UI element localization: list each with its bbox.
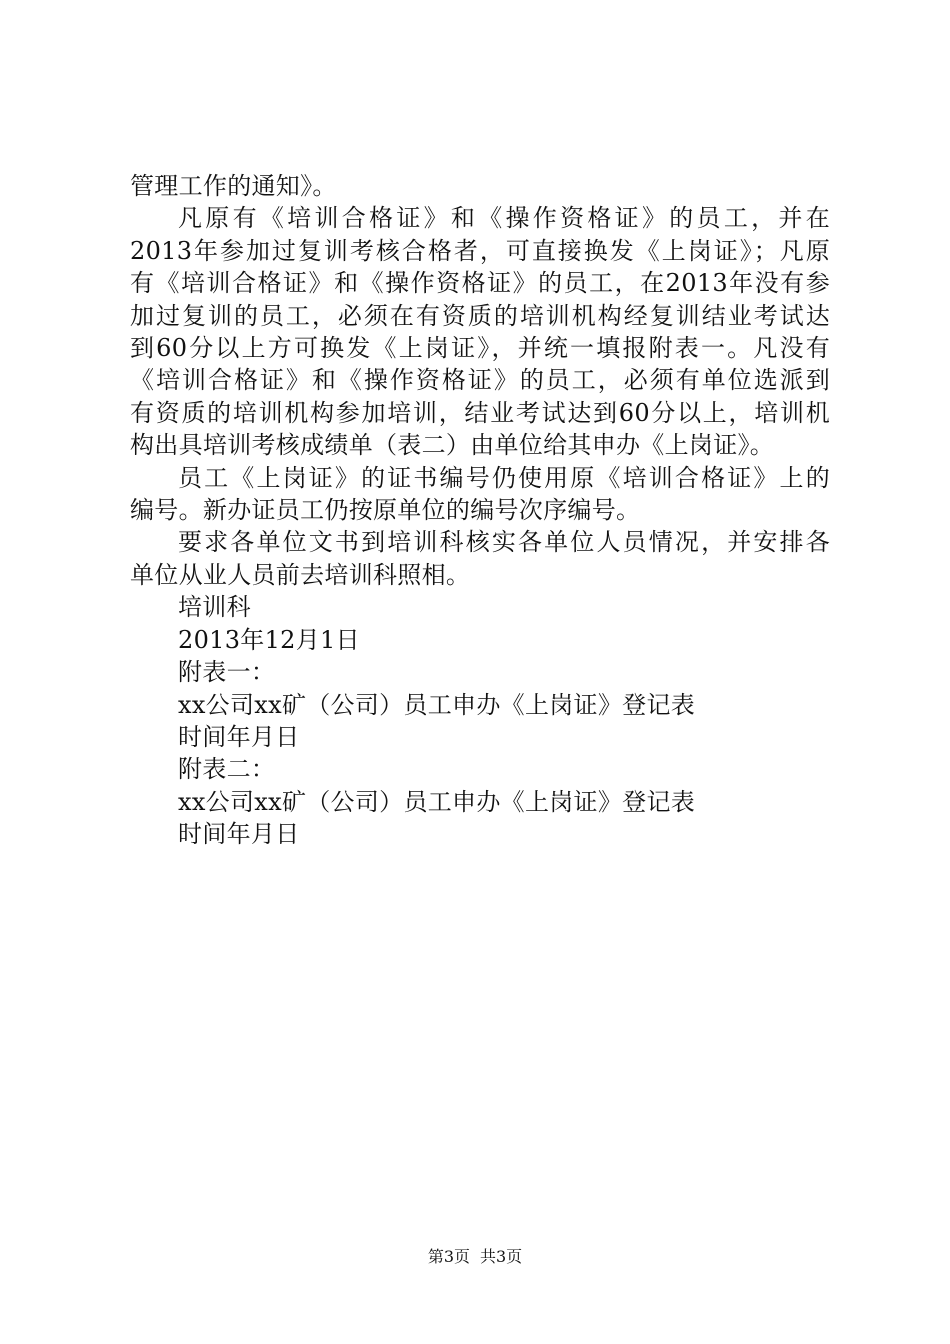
text-line: 《培训合格证》和《操作资格证》的员工，必须有单位选派到 [130, 366, 830, 395]
document-date: 2013年12月1日 [178, 625, 360, 654]
text-line: 要求各单位文书到培训科核实各单位人员情况，并安排各 [178, 528, 830, 557]
page-total: 共3页 [480, 1247, 523, 1266]
document-body [130, 170, 830, 851]
text-line: 管理工作的通知》。 [130, 172, 337, 200]
text-line: 有资质的培训机构参加培训，结业考试达到60分以上，培训机 [130, 398, 830, 427]
appendix-two-label: 附表二： [178, 755, 276, 784]
department-signature: 培训科 [178, 593, 251, 622]
text-line: 员工《上岗证》的证书编号仍使用原《培训合格证》上的 [178, 463, 830, 492]
text-line: 到60分以上方可换发《上岗证》，并统一填报附表一。凡没有 [130, 334, 830, 363]
text-line: 加过复训的员工，必须在有资质的培训机构经复训结业考试达 [130, 301, 830, 330]
page-footer [0, 1244, 950, 1267]
text-line: 2013年参加过复训考核合格者，可直接换发《上岗证》；凡原 [130, 236, 830, 265]
text-line: 凡原有《培训合格证》和《操作资格证》的员工，并在 [178, 204, 830, 233]
text-line: 编号。新办证员工仍按原单位的编号次序编号。 [130, 496, 641, 525]
appendix-two-date: 时间年月日 [178, 820, 300, 849]
text-line: 单位从业人员前去培训科照相。 [130, 560, 471, 589]
page-number: 第3页 [427, 1247, 470, 1266]
appendix-one-label: 附表一： [178, 658, 276, 687]
text-line: 构出具培训考核成绩单（表二）由单位给其申办《上岗证》。 [130, 431, 775, 460]
text-line: 有《培训合格证》和《操作资格证》的员工，在2013年没有参 [130, 269, 830, 298]
appendix-one-date: 时间年月日 [178, 722, 300, 751]
appendix-two-title: xx公司xx矿（公司）员工申办《上岗证》登记表 [178, 787, 696, 816]
appendix-one-title: xx公司xx矿（公司）员工申办《上岗证》登记表 [178, 690, 696, 719]
